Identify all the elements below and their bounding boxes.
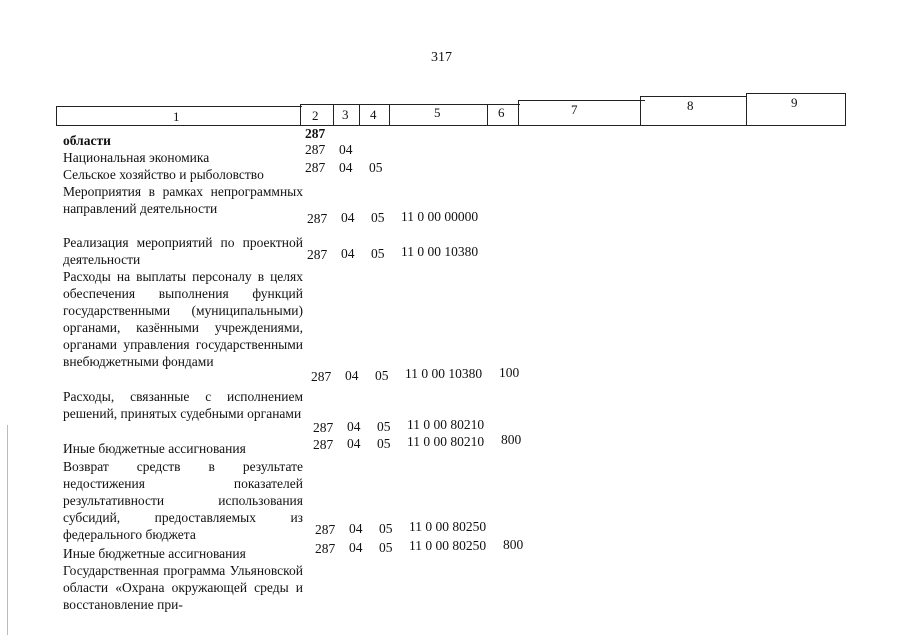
grbs-code: 287 (305, 142, 326, 157)
pr-code: 05 (371, 246, 385, 261)
grbs-code: 287 (305, 160, 326, 175)
rz-code: 04 (349, 540, 363, 555)
page-number: 317 (431, 50, 452, 65)
header-col-1: 1 (173, 109, 180, 124)
grbs-code: 287 (307, 247, 328, 262)
grbs-code: 287 (305, 126, 326, 141)
grbs-code: 287 (307, 211, 328, 226)
row-name: Расходы, связанные с исполнением решений, принятых судебными органами (63, 389, 303, 421)
row-name: Мероприятия в рамках непрограммных направлений деятельности (63, 184, 303, 216)
header-col-2: 2 (312, 108, 319, 123)
pr-code: 05 (377, 419, 391, 434)
pr-code: 05 (369, 160, 383, 175)
pr-code: 05 (371, 210, 385, 225)
vr-code: 100 (499, 365, 520, 380)
row-name: Иные бюджетные ассигнования (63, 546, 246, 561)
rz-code: 04 (347, 419, 361, 434)
grbs-code: 287 (311, 369, 332, 384)
csr-code: 11 0 00 80210 (407, 434, 485, 449)
rz-code: 04 (341, 246, 355, 261)
grbs-code: 287 (315, 522, 336, 537)
row-name: Реализация мероприятий по проектной деятельности (63, 235, 303, 267)
rz-code: 04 (345, 368, 359, 383)
header-col-8: 8 (687, 98, 694, 113)
csr-code: 11 0 00 80210 (407, 417, 485, 432)
vr-code: 800 (501, 432, 522, 447)
rz-code: 04 (339, 142, 353, 157)
header-col-6: 6 (498, 105, 505, 120)
pr-code: 05 (379, 521, 393, 536)
csr-code: 11 0 00 10380 (401, 244, 479, 259)
grbs-code: 287 (313, 437, 334, 452)
row-name: Возврат средств в результате недостижения показателей результативности использования субсидий, предоставляемых из федерального бюджета (63, 459, 303, 542)
pr-code: 05 (379, 540, 393, 555)
header-col-9: 9 (791, 95, 798, 110)
row-name: Иные бюджетные ассигнования (63, 441, 246, 456)
csr-code: 11 0 00 00000 (401, 209, 479, 224)
header-col-3: 3 (342, 107, 349, 122)
header-col-7: 7 (571, 102, 578, 117)
pr-code: 05 (375, 368, 389, 383)
grbs-code: 287 (315, 541, 336, 556)
rz-code: 04 (347, 436, 361, 451)
csr-code: 11 0 00 10380 (405, 366, 483, 381)
vr-code: 800 (503, 537, 524, 552)
row-name: области (63, 133, 111, 148)
rz-code: 04 (339, 160, 353, 175)
csr-code: 11 0 00 80250 (409, 519, 487, 534)
row-name: Государственная программа Ульяновской области «Охрана окружающей среды и восстановление при- (63, 563, 303, 612)
rz-code: 04 (349, 521, 363, 536)
row-name: Национальная экономика (63, 150, 210, 165)
csr-code: 11 0 00 80250 (409, 538, 487, 553)
row-name: Сельское хозяйство и рыболовство (63, 167, 264, 182)
row-name: Расходы на выплаты персоналу в целях обеспечения выполнения функций государственными (муниципальными) органами, казёнными учреждениями, органами управления государственными внебюджетными фондами (63, 269, 303, 369)
pr-code: 05 (377, 436, 391, 451)
header-col-5: 5 (434, 105, 441, 120)
grbs-code: 287 (313, 420, 334, 435)
scan-margin-line (7, 425, 8, 635)
header-col-4: 4 (370, 107, 377, 122)
rz-code: 04 (341, 210, 355, 225)
